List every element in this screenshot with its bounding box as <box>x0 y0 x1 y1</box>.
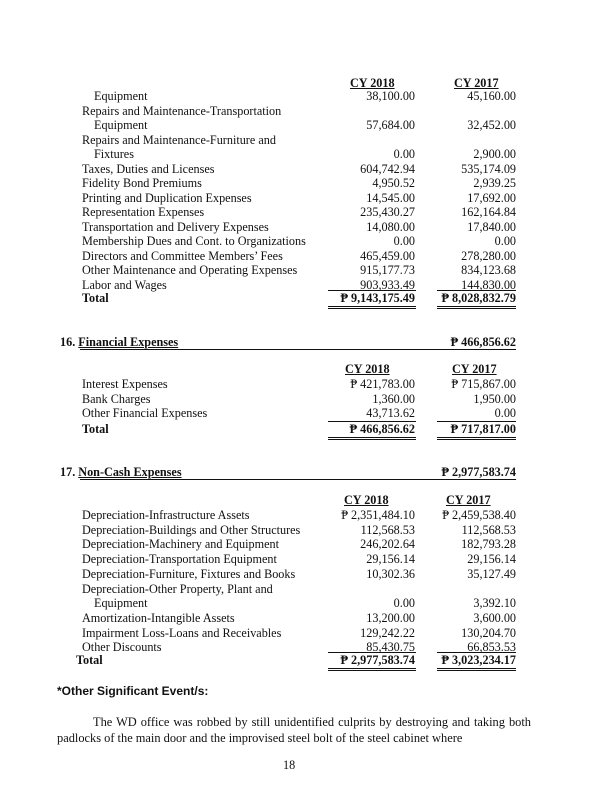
row-label: Fixtures <box>94 147 134 161</box>
row-label: Representation Expenses <box>82 205 205 219</box>
row-value-2018: 465,459.00 <box>360 248 415 263</box>
section-title <box>60 465 182 479</box>
total-2018: ₱ 2,977,583.74 <box>340 653 415 667</box>
row-value-2017: 130,204.70 <box>461 625 516 640</box>
row-value-2018: 85,430.75 <box>366 640 415 655</box>
row-label: Other Discounts <box>82 640 162 655</box>
row-value-2018: ₱ 2,351,484.10 <box>341 508 415 522</box>
row-label: Printing and Duplication Expenses <box>82 190 252 205</box>
row-label: Interest Expenses <box>82 377 168 391</box>
row-label: Depreciation-Machinery and Equipment <box>82 537 279 552</box>
col-header-2018: CY 2018 <box>350 76 395 90</box>
row-label: Other Financial Expenses <box>82 406 208 421</box>
row-value-2017: 535,174.09 <box>461 161 516 176</box>
row-value-2018: 4,950.52 <box>372 176 415 190</box>
row-value-2018: 14,545.00 <box>366 190 415 205</box>
total-2017: ₱ 8,028,832.79 <box>441 291 516 305</box>
row-value-2017: 29,156.14 <box>467 552 516 567</box>
section-number: 17. <box>60 465 76 479</box>
row-label: Equipment <box>94 596 148 611</box>
events-heading: *Other Significant Event/s: <box>57 684 209 698</box>
row-value-2017: 0.00 <box>494 406 516 421</box>
total-2018: ₱ 9,143,175.49 <box>340 291 415 305</box>
col-header-2017: CY 2017 <box>452 362 497 376</box>
section-title <box>60 335 178 349</box>
row-value-2017: 144,830.00 <box>461 277 516 292</box>
row-label: Depreciation-Buildings and Other Structures <box>82 522 301 537</box>
row-value-2018: 0.00 <box>393 234 415 248</box>
total-2017: ₱ 717,817.00 <box>450 422 516 436</box>
section-number: 16. <box>60 335 76 349</box>
row-value-2018: 43,713.62 <box>366 406 415 421</box>
row-label: Taxes, Duties and Licenses <box>82 161 215 176</box>
row-label: Amortization-Intangible Assets <box>82 610 235 625</box>
col-header-2017: CY 2017 <box>454 76 499 90</box>
row-value-2018: 903,933.49 <box>360 277 415 292</box>
row-value-2017: 112,568.53 <box>461 522 516 537</box>
total-2018: ₱ 466,856.62 <box>349 422 415 436</box>
row-value-2017: 17,840.00 <box>467 219 516 234</box>
row-label: Equipment <box>94 89 148 103</box>
row-value-2017: 3,600.00 <box>473 610 516 625</box>
row-label: Equipment <box>94 118 148 132</box>
row-value-2017: 17,692.00 <box>467 190 516 205</box>
page-number: 18 <box>283 758 296 772</box>
row-label: Labor and Wages <box>82 277 167 292</box>
row-label: Repairs and Maintenance-Transportation <box>82 103 282 118</box>
row-value-2017: 45,160.00 <box>467 89 516 103</box>
row-label: Depreciation-Transportation Equipment <box>82 552 277 567</box>
row-label: Repairs and Maintenance-Furniture and <box>82 132 276 147</box>
events-paragraph: The WD office was robbed by still unidentified culprits by destroying and taking both padlocks of the main door and the improvised steel bolt of the steel cabinet where <box>57 715 531 745</box>
row-value-2017: 35,127.49 <box>467 566 516 581</box>
total-2017: ₱ 3,023,234.17 <box>441 653 516 667</box>
row-label: Impairment Loss-Loans and Receivables <box>82 625 282 640</box>
row-value-2018: 38,100.00 <box>366 89 415 103</box>
row-value-2018: 29,156.14 <box>366 552 415 567</box>
row-value-2018: 235,430.27 <box>360 205 415 219</box>
row-label: Fidelity Bond Premiums <box>82 176 202 190</box>
row-label: Depreciation-Furniture, Fixtures and Books <box>82 566 296 581</box>
row-label: Membership Dues and Cont. to Organizations <box>82 234 306 248</box>
row-label: Other Maintenance and Operating Expenses <box>82 263 298 277</box>
col-header-2018: CY 2018 <box>344 493 389 507</box>
row-value-2017: 182,793.28 <box>461 537 516 552</box>
row-value-2018: 1,360.00 <box>372 391 415 406</box>
total-label: Total <box>82 291 109 305</box>
row-value-2017: 32,452.00 <box>467 118 516 132</box>
row-value-2017: 834,123.68 <box>461 263 516 277</box>
row-value-2018: 112,568.53 <box>360 522 415 537</box>
col-header-2018: CY 2018 <box>345 362 390 376</box>
row-value-2018: 0.00 <box>393 596 415 611</box>
row-value-2017: 0.00 <box>494 234 516 248</box>
row-value-2018: ₱ 421,783.00 <box>350 377 415 391</box>
col-header-2017: CY 2017 <box>446 493 491 507</box>
row-value-2018: 246,202.64 <box>360 537 415 552</box>
total-label: Total <box>82 422 109 436</box>
total-label: Total <box>76 653 103 667</box>
row-value-2017: 2,939.25 <box>473 176 516 190</box>
row-label: Bank Charges <box>82 391 151 406</box>
section-title-text: Non-Cash Expenses <box>78 465 182 479</box>
row-value-2017: 162,164.84 <box>461 205 516 219</box>
section-title-text: Financial Expenses <box>78 335 179 349</box>
row-value-2017: 3,392.10 <box>473 596 516 611</box>
section-amount: ₱ 2,977,583.74 <box>441 465 516 479</box>
row-value-2017: 1,950.00 <box>473 391 516 406</box>
row-value-2017: 2,900.00 <box>473 147 516 161</box>
row-label: Depreciation-Infrastructure Assets <box>82 508 250 522</box>
row-value-2017: 278,280.00 <box>461 248 516 263</box>
row-value-2018: 129,242.22 <box>360 625 415 640</box>
row-value-2018: 13,200.00 <box>366 610 415 625</box>
row-value-2017: ₱ 715,867.00 <box>451 377 516 391</box>
row-value-2017: 66,853.53 <box>467 640 516 655</box>
row-value-2018: 57,684.00 <box>366 118 415 132</box>
row-label: Directors and Committee Members’ Fees <box>82 248 283 263</box>
row-value-2018: 0.00 <box>393 147 415 161</box>
section-amount: ₱ 466,856.62 <box>450 335 516 349</box>
row-value-2018: 14,080.00 <box>366 219 415 234</box>
row-value-2018: 10,302.36 <box>366 566 415 581</box>
row-value-2018: 604,742.94 <box>360 161 415 176</box>
row-value-2018: 915,177.73 <box>360 263 415 277</box>
row-label: Transportation and Delivery Expenses <box>82 219 269 234</box>
row-label: Depreciation-Other Property, Plant and <box>82 581 273 596</box>
row-value-2017: ₱ 2,459,538.40 <box>442 508 516 522</box>
